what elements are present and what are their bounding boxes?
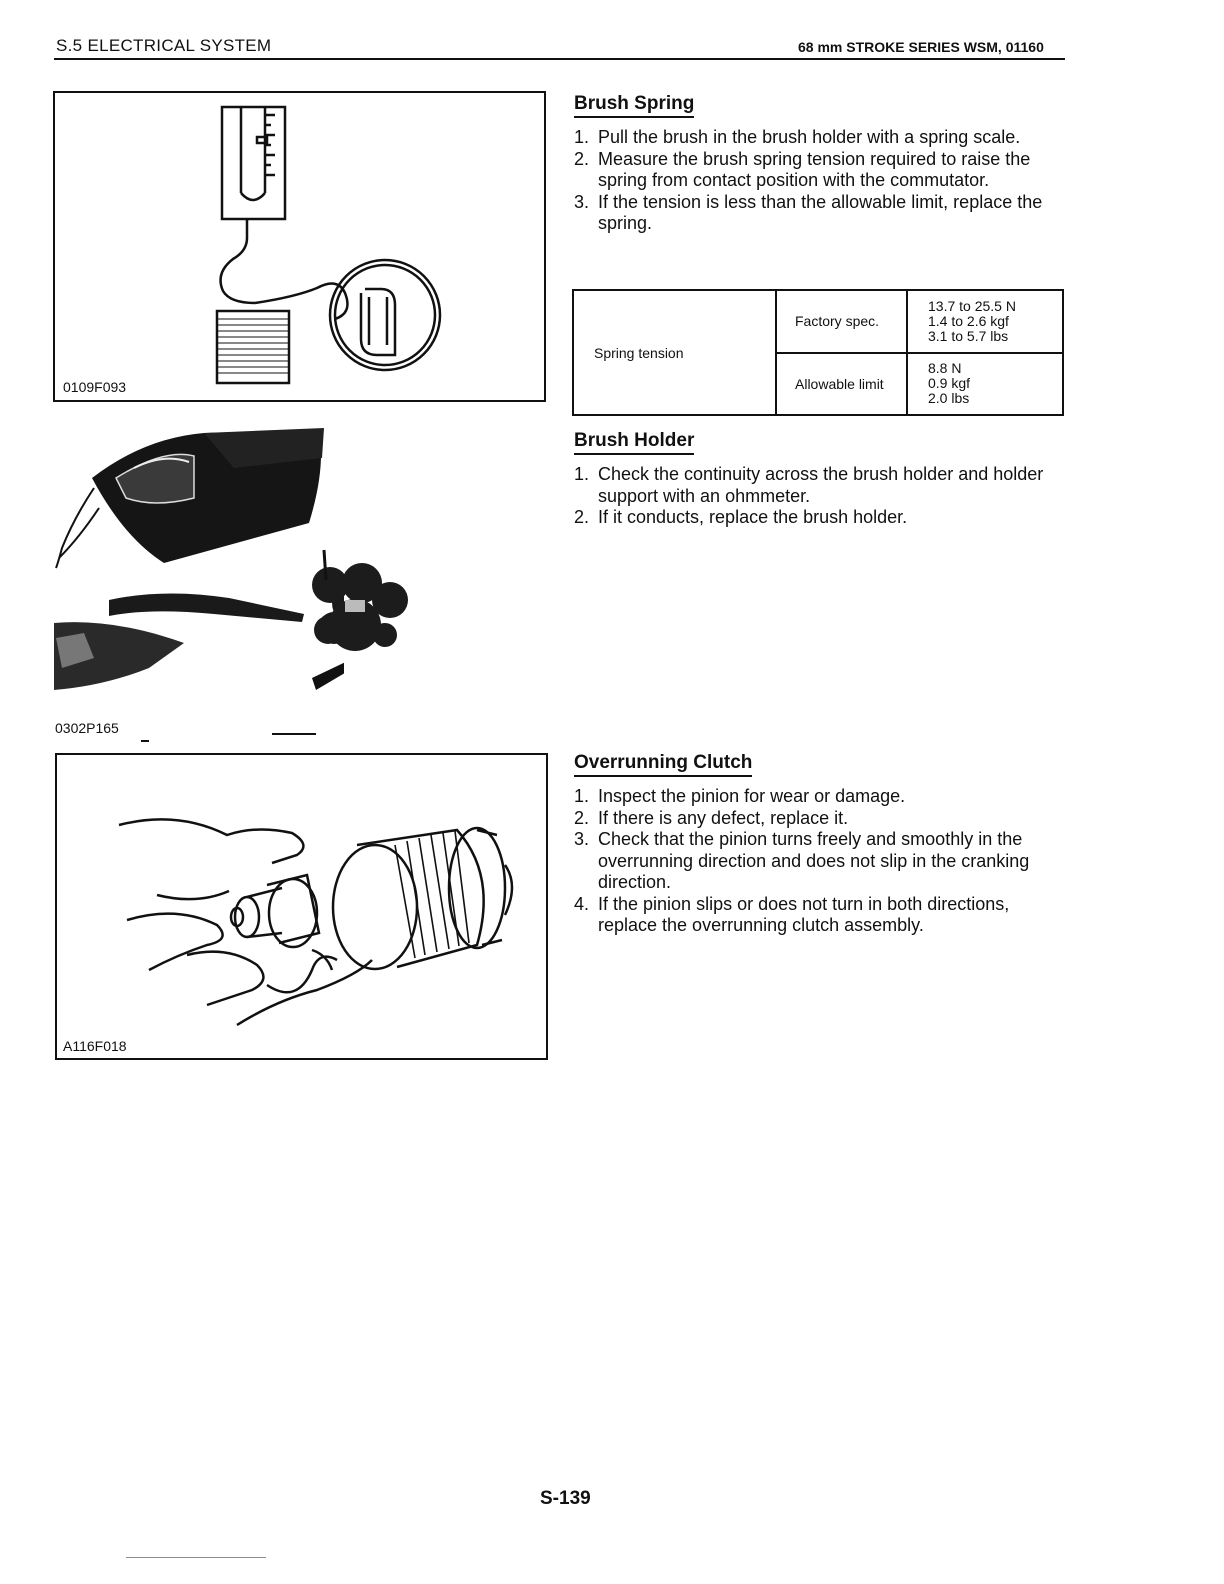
overrunning-clutch-title: Overrunning Clutch [574,752,752,777]
list-item: 3. Check that the pinion turns freely and smoothly in the overrunning direction and does not slip in the cranking direction. [574,829,1030,892]
figure-pinion-clutch [55,753,548,1060]
list-item: 1. Pull the brush in the brush holder with a spring scale. [574,127,1021,147]
ohmmeter-photo-right [300,545,430,675]
list-item: 3. If the tension is less than the allowable limit, replace the spring. [574,191,1043,233]
list-item: 2. Measure the brush spring tension required to raise the spring from contact position with the commutator. [574,148,1031,190]
photo-mark [272,733,316,735]
brush-spring-steps [574,127,1064,235]
spec-item: Spring tension [573,290,776,415]
brush-holder-steps [574,464,1064,529]
overrunning-clutch-steps [574,786,1064,937]
allowable-limit-values: 8.8 N 0.9 kgf 2.0 lbs [907,353,1063,416]
section-header: S.5 ELECTRICAL SYSTEM [56,36,272,55]
brush-holder-title: Brush Holder [574,430,694,455]
list-item: 2. If it conducts, replace the brush holder. [574,507,908,527]
brush-spring-title: Brush Spring [574,93,694,118]
figure-code: 0109F093 [63,379,127,395]
factory-spec-values: 13.7 to 25.5 N 1.4 to 2.6 kgf 3.1 to 5.7 lbs [907,290,1063,353]
factory-spec-label: Factory spec. [776,290,907,353]
list-item: 2. If there is any defect, replace it. [574,807,849,828]
allowable-limit-label: Allowable limit [776,353,907,416]
brush-holder-section [574,430,1064,529]
figure-code: 0302P165 [55,720,119,736]
series-header: 68 mm STROKE SERIES WSM, 01160 [798,39,1044,55]
pinion-clutch-illustration [57,755,546,1058]
list-item: 1. Check the continuity across the brush holder and holder support with an ohmmeter. [574,464,1044,506]
overrunning-clutch-section [574,752,1064,937]
figure-spring-scale [53,91,546,402]
brush-spring-section [574,93,1064,235]
figure-code: A116F018 [63,1038,127,1054]
page-number: S-139 [540,1488,591,1509]
spring-tension-spec-table [572,289,1064,416]
list-item: 4. If the pinion slips or does not turn in both directions, replace the overrunning clutch assembly. [574,893,1010,935]
brush-holder-photo [300,545,430,675]
photo-mark [141,740,149,742]
header-rule [54,58,1065,60]
list-item: 1. Inspect the pinion for wear or damage. [574,786,906,806]
scan-mark [126,1557,266,1558]
spring-scale-illustration [55,93,544,400]
